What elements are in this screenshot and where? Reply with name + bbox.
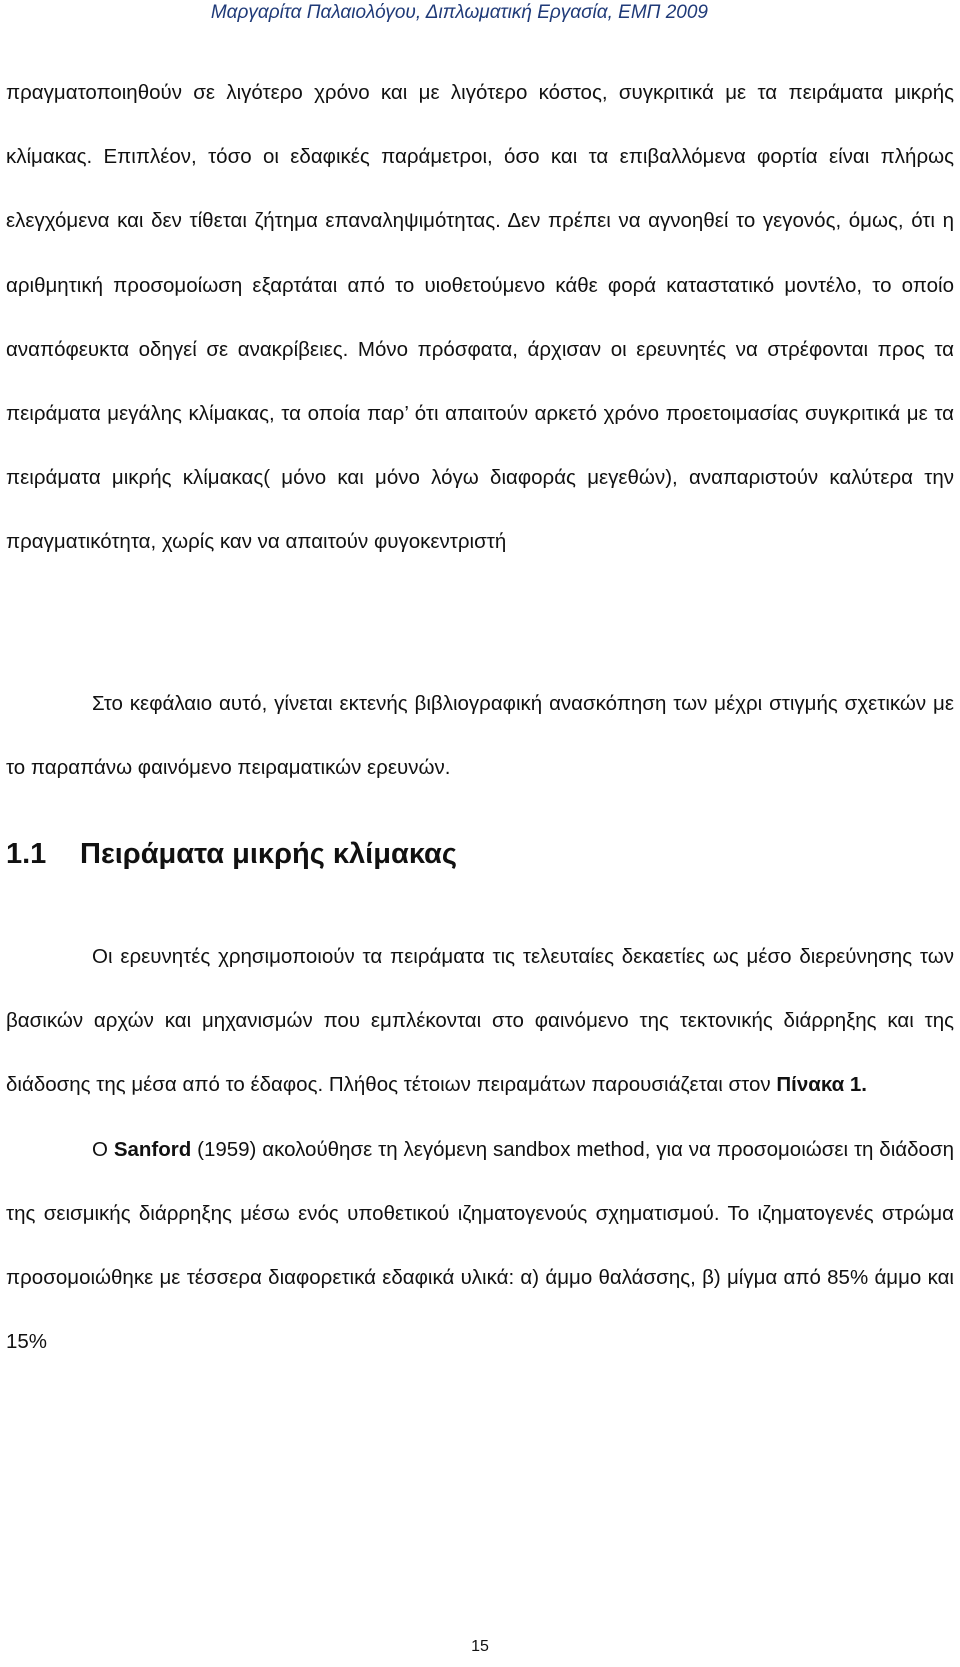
author-name: Sanford — [113, 1137, 192, 1161]
section-paragraph-2 — [6, 1118, 954, 1375]
intro-paragraph-block — [6, 61, 954, 575]
section-heading — [6, 838, 457, 871]
table-reference: Πίνακα 1. — [776, 1073, 867, 1097]
chapter-intro-paragraph: Στο κεφάλαιο αυτό, γίνεται εκτενής βιβλιογραφική ανασκόπηση των μέχρι στιγμής σχετικών με το παραπάνω φαινόμενο πειραματικών ερευνών. — [6, 692, 954, 780]
chapter-intro-block — [6, 672, 954, 800]
section-number: 1.1 — [6, 838, 47, 870]
section-title: Πειράματα μικρής κλίμακας — [80, 838, 457, 870]
paragraph-2-text: (1959) ακολούθησε τη λεγόμενη sandbox method, για να προσομοιώσει τη διάδοση της σεισμικής διάρρηξης μέσω ενός υποθετικού ιζηματογενούς σχηματισμού. Το ιζηματογενές στρώμα προσομοιώθηκε με τέσσερα διαφορετικά εδαφικά υλικά: α) άμμο θαλάσσης, β) μίγμα από 85% άμμο και 15% — [6, 1137, 954, 1354]
section-body — [6, 925, 954, 1374]
paragraph-1-text: Οι ερευνητές χρησιμοποιούν τα πειράματα τις τελευταίες δεκαετίες ως μέσο διερεύνησης των βασικών αρχών και μηχανισμών που εμπλέκονται στο φαινόμενο της τεκτονικής διάρρηξης και της διάδοσης της μέσα από το έδαφος. Πλήθος τέτοιων πειραμάτων παρουσιάζεται στον — [6, 945, 954, 1097]
running-header: Μαργαρίτα Παλαιολόγου, Διπλωματική Εργασία, ΕΜΠ 2009 — [210, 2, 708, 23]
section-paragraph-1 — [6, 925, 954, 1118]
page-number: 15 — [471, 1638, 489, 1655]
paragraph-2-lead: Ο — [92, 1137, 114, 1161]
intro-paragraph: πραγματοποιηθούν σε λιγότερο χρόνο και με λιγότερο κόστος, συγκριτικά με τα πειράματα μικρής κλίμακας. Επιπλέον, τόσο οι εδαφικές παράμετροι, όσο και τα επιβαλλόμενα φορτία είναι πλήρως ελεγχόμενα και δεν τίθεται ζήτημα επαναληψιμότητας. Δεν πρέπει να αγνοηθεί το γεγονός, όμως, ότι η αριθμητική προσομοίωση εξαρτάται από το υιοθετούμενο κάθε φορά καταστατικό μοντέλο, το οποίο αναπόφευκτα οδηγεί σε ανακρίβειες. Μόνο πρόσφατα, άρχισαν οι ερευνητές να στρέφονται προς τα πειράματα μεγάλης κλίμακας, τα οποία παρ’ ότι απαιτούν αρκετό χρόνο προετοιμασίας συγκριτικά με τα πειράματα μικρής κλίμακας( μόνο και μόνο λόγω διαφοράς μεγεθών), αναπαριστούν καλύτερα την πραγματικότητα, χωρίς καν να απαιτούν φυγοκεντριστή — [6, 81, 954, 554]
